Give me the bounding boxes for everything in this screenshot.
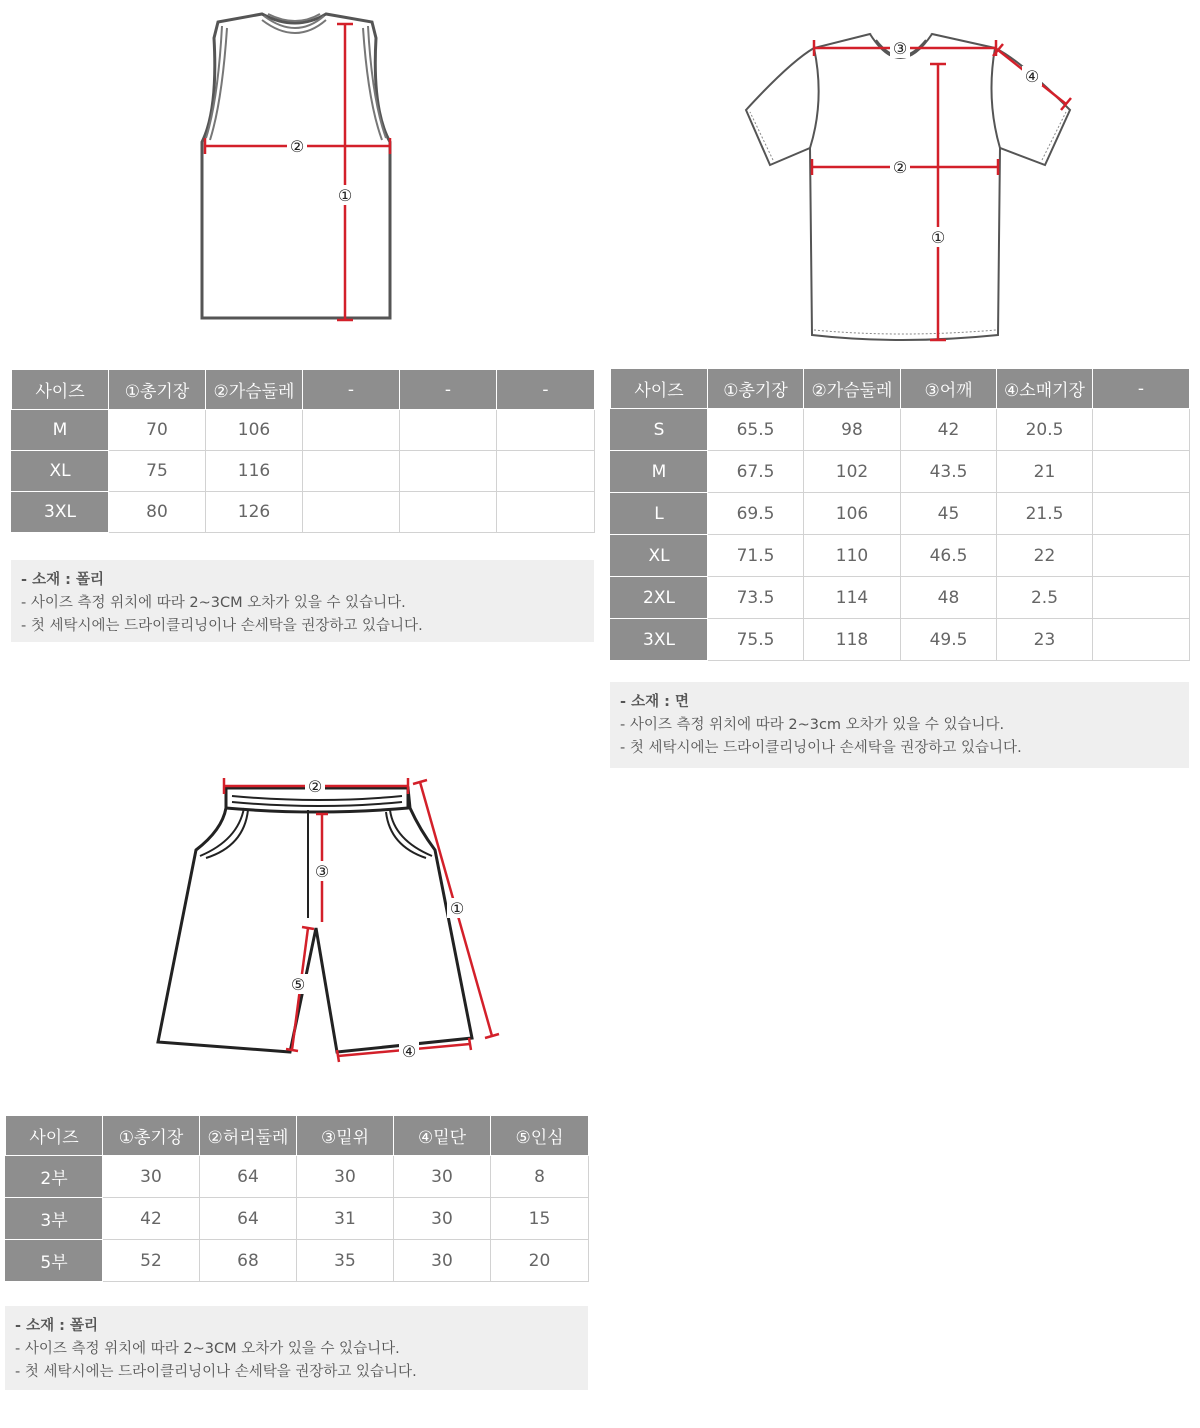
tshirt-size-table [610,368,1190,661]
table-row [6,1240,589,1282]
table-header-row [611,369,1190,409]
material-note: - 소재 : 폴리 [15,1318,98,1334]
size-label: L [611,493,708,535]
header-inseam: ⑤인심 [491,1116,589,1156]
table-cell: 75.5 [708,619,804,661]
table-cell: 43.5 [901,451,997,493]
table-cell [1093,451,1190,493]
header-sleeve: ④소매기장 [997,369,1093,409]
table-cell: 20.5 [997,409,1093,451]
table-row [6,1198,589,1240]
table-cell [303,410,400,451]
marker-4: ④ [401,1042,417,1061]
marker-2: ② [289,137,305,156]
header-size: 사이즈 [12,370,109,410]
table-cell [1093,409,1190,451]
table-header-row [12,370,595,410]
table-cell [400,492,497,533]
size-label: 2부 [6,1156,103,1198]
table-cell [497,492,595,533]
shorts-size-table [5,1115,589,1282]
table-cell: 64 [200,1198,297,1240]
header-empty: - [303,370,400,410]
wash-note: - 첫 세탁시에는 드라이클리닝이나 손세탁을 권장하고 있습니다. [21,618,423,634]
header-empty: - [1093,369,1190,409]
table-cell: 110 [804,535,901,577]
size-label: 3XL [12,492,109,533]
size-label: XL [12,451,109,492]
header-empty: - [497,370,595,410]
table-cell: 46.5 [901,535,997,577]
table-cell [497,410,595,451]
table-row [6,1156,589,1198]
size-label: M [611,451,708,493]
table-cell [303,451,400,492]
wash-note: - 첫 세탁시에는 드라이클리닝이나 손세탁을 권장하고 있습니다. [15,1364,417,1380]
table-row [611,493,1190,535]
shorts-diagram [0,760,600,1070]
table-cell: 64 [200,1156,297,1198]
material-note: - 소재 : 면 [620,694,689,710]
table-cell: 30 [394,1240,491,1282]
table-cell: 67.5 [708,451,804,493]
wash-note: - 첫 세탁시에는 드라이클리닝이나 손세탁을 권장하고 있습니다. [620,740,1022,756]
table-cell [400,451,497,492]
table-row [12,410,595,451]
table-cell: 42 [103,1198,200,1240]
shorts-notes [5,1306,588,1390]
table-row [12,451,595,492]
header-size: 사이즈 [6,1116,103,1156]
header-rise: ③밑위 [297,1116,394,1156]
table-row [611,577,1190,619]
table-cell: 2.5 [997,577,1093,619]
header-size: 사이즈 [611,369,708,409]
table-cell: 80 [109,492,206,533]
table-cell: 73.5 [708,577,804,619]
table-cell: 75 [109,451,206,492]
table-cell: 22 [997,535,1093,577]
table-cell: 48 [901,577,997,619]
table-cell [400,410,497,451]
header-total-length: ①총기장 [103,1116,200,1156]
tshirt-notes [610,682,1189,768]
marker-1: ① [449,899,465,918]
size-label: 3부 [6,1198,103,1240]
tshirt-diagram [600,0,1200,350]
header-total-length: ①총기장 [109,370,206,410]
header-total-length: ①총기장 [708,369,804,409]
size-label: XL [611,535,708,577]
sleeveless-size-table [11,369,595,533]
table-cell: 8 [491,1156,589,1198]
table-cell: 98 [804,409,901,451]
size-label: M [12,410,109,451]
marker-2: ② [307,777,323,796]
marker-1: ① [930,228,946,247]
size-label: 2XL [611,577,708,619]
marker-3: ③ [314,862,330,881]
table-header-row [6,1116,589,1156]
marker-1: ① [337,186,353,205]
table-row [611,619,1190,661]
table-row [12,492,595,533]
header-empty: - [400,370,497,410]
table-cell: 30 [394,1156,491,1198]
marker-2: ② [892,158,908,177]
table-cell: 15 [491,1198,589,1240]
table-cell: 52 [103,1240,200,1282]
header-shoulder: ③어깨 [901,369,997,409]
table-cell [303,492,400,533]
table-cell: 71.5 [708,535,804,577]
table-cell: 30 [103,1156,200,1198]
table-cell: 42 [901,409,997,451]
header-chest: ②가슴둘레 [804,369,901,409]
material-note: - 소재 : 폴리 [21,572,104,588]
size-label: 3XL [611,619,708,661]
table-cell: 102 [804,451,901,493]
table-cell: 69.5 [708,493,804,535]
table-cell [497,451,595,492]
measure-note: - 사이즈 측정 위치에 따라 2~3CM 오차가 있을 수 있습니다. [21,595,406,611]
sleeveless-diagram [0,0,600,340]
header-chest: ②가슴둘레 [206,370,303,410]
table-row [611,535,1190,577]
table-cell: 68 [200,1240,297,1282]
table-row [611,451,1190,493]
table-row [611,409,1190,451]
table-cell: 106 [804,493,901,535]
table-cell: 31 [297,1198,394,1240]
marker-3: ③ [892,39,908,58]
table-cell [1093,535,1190,577]
table-cell: 70 [109,410,206,451]
table-cell: 21 [997,451,1093,493]
table-cell: 65.5 [708,409,804,451]
table-cell: 49.5 [901,619,997,661]
table-cell [1093,619,1190,661]
table-cell: 20 [491,1240,589,1282]
sleeveless-notes [11,560,594,642]
measure-note: - 사이즈 측정 위치에 따라 2~3cm 오차가 있을 수 있습니다. [620,717,1005,733]
table-cell: 118 [804,619,901,661]
table-cell: 21.5 [997,493,1093,535]
table-cell: 116 [206,451,303,492]
table-cell: 126 [206,492,303,533]
table-cell: 106 [206,410,303,451]
header-waist: ②허리둘레 [200,1116,297,1156]
marker-5: ⑤ [290,975,306,994]
table-cell: 35 [297,1240,394,1282]
size-label: 5부 [6,1240,103,1282]
measure-note: - 사이즈 측정 위치에 따라 2~3CM 오차가 있을 수 있습니다. [15,1341,400,1357]
header-hem: ④밑단 [394,1116,491,1156]
table-cell: 114 [804,577,901,619]
table-cell: 30 [394,1198,491,1240]
table-cell: 30 [297,1156,394,1198]
table-cell: 45 [901,493,997,535]
table-cell [1093,577,1190,619]
table-cell: 23 [997,619,1093,661]
size-label: S [611,409,708,451]
table-cell [1093,493,1190,535]
marker-4: ④ [1024,67,1040,86]
